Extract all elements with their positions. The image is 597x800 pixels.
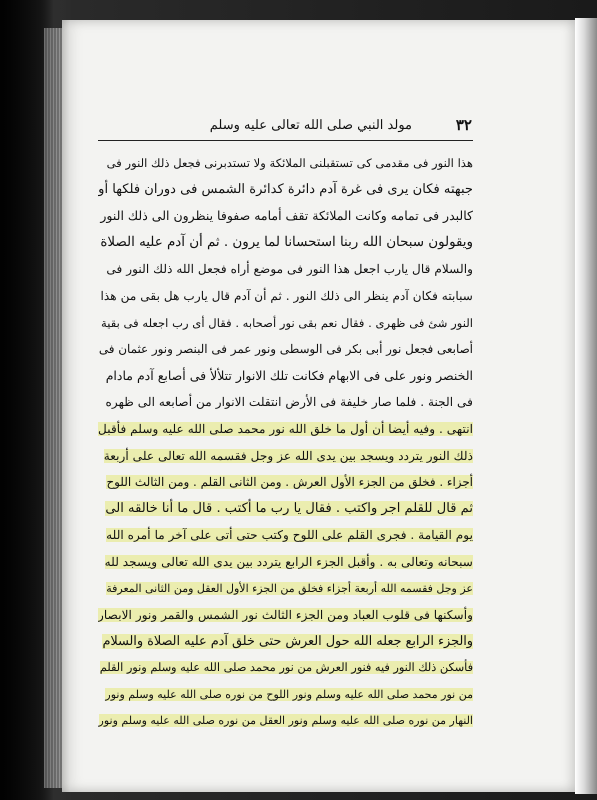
text-line bbox=[98, 363, 473, 390]
text-line-content: وأسكنها فى قلوب العباد ومن الجزء الثالث نور الشمس والقمر ونور الابصار bbox=[98, 608, 473, 623]
text-line-content: فأسكن ذلك النور فيه فنور العرش من نور محمد صلى الله عليه وسلم ونور القلم bbox=[99, 661, 473, 675]
text-line-content: ذلك النور يتردد ويسجد بين يدى الله عز وجل فقسمه الله تعالى على أربعة bbox=[103, 448, 473, 463]
text-line bbox=[98, 708, 473, 735]
text-line bbox=[98, 150, 473, 177]
text-line-content: والسلام قال يارب اجعل هذا النور فى موضع أراه فجعل الله ذلك النور فى bbox=[106, 262, 473, 277]
text-line bbox=[98, 629, 473, 656]
text-line-content: سبحانه وتعالى به . وأقبل الجزء الرابع يتردد بين يدى الله تعالى ويسجد لله bbox=[104, 554, 473, 569]
text-line-content: والجزء الرابع جعله الله حول العرش حتى خلق آدم عليه الصلاة والسلام bbox=[102, 633, 473, 649]
header-rule bbox=[98, 140, 473, 141]
text-line bbox=[98, 655, 473, 682]
page-header bbox=[209, 116, 472, 140]
text-line-content: الخنصر ونور على فى الابهام فكانت تلك الانوار تتلألأ فى أصابع آدم مادام bbox=[105, 367, 473, 383]
text-line bbox=[98, 389, 473, 416]
text-line-content: كالبدر فى تمامه وكانت الملائكة تقف أمامه صفوفا ينظرون الى ذلك النور bbox=[100, 208, 473, 224]
scan-shadow-left bbox=[0, 0, 70, 800]
text-line-content: ثم قال للقلم اجر واكتب . فقال يا رب ما أكتب . قال ما أنا خالقه الى bbox=[105, 500, 473, 516]
text-line-content: انتهى . وفيه أيضا أن أول ما خلق الله نور محمد صلى الله عليه وسلم فأقبل bbox=[98, 421, 473, 436]
text-line-content: ويقولون سبحان الله ربنا استحسانا لما يرون . ثم أن آدم عليه الصلاة bbox=[100, 234, 473, 250]
text-line bbox=[98, 443, 473, 470]
text-line-content: النور شئ فى ظهرى . فقال نعم بقى نور أصحابه . فقال أى رب اجعله فى بقية bbox=[100, 315, 473, 330]
text-line bbox=[98, 522, 473, 549]
text-line bbox=[98, 496, 473, 523]
text-line bbox=[98, 230, 473, 257]
page-number: ٣٢ bbox=[455, 116, 472, 134]
running-title: مولد النبي صلى الله تعالى عليه وسلم bbox=[209, 118, 412, 133]
text-line bbox=[98, 602, 473, 629]
text-line bbox=[98, 469, 473, 496]
text-line bbox=[98, 336, 473, 363]
text-line bbox=[98, 283, 473, 310]
text-line-content: من نور محمد صلى الله عليه وسلم ونور اللوح من نوره صلى الله عليه وسلم ونور bbox=[105, 687, 473, 701]
text-line-content: أصابعى فجعل نور أبى بكر فى الوسطى ونور عمر فى البنصر ونور عثمان فى bbox=[98, 342, 473, 357]
text-line bbox=[98, 256, 473, 283]
text-line bbox=[98, 682, 473, 709]
text-line-content: عز وجل فقسمه الله أربعة أجزاء فخلق من الجزء الأول العقل ومن الثانى المعرفة bbox=[106, 581, 473, 595]
text-line bbox=[98, 203, 473, 230]
text-line bbox=[98, 416, 473, 443]
text-line-content: هذا النور فى مقدمى كى تستقبلنى الملائكة ولا تستدبرنى فجعل ذلك النور فى bbox=[106, 156, 473, 170]
text-line bbox=[98, 549, 473, 576]
text-line bbox=[98, 576, 473, 603]
text-line-content: فى الجنة . فلما صار خليفة فى الأرض انتقلت الانوار من أصابعه الى ظهره bbox=[105, 395, 473, 410]
text-line bbox=[98, 177, 473, 204]
text-line-content: جبهته فكان يرى فى غرة آدم دائرة كدائرة الشمس فى دوران فلكها أو bbox=[98, 181, 473, 197]
text-line bbox=[98, 310, 473, 337]
text-line-content: يوم القيامة . فجرى القلم على اللوح وكتب حتى أتى على آخر ما أمره الله bbox=[106, 528, 473, 543]
text-line-content: النهار من نوره صلى الله عليه وسلم ونور العقل من نوره صلى الله عليه وسلم ونور bbox=[98, 714, 473, 728]
page-edge-right bbox=[575, 18, 597, 794]
text-line-content: سبابته فكان آدم ينظر الى ذلك النور . ثم أن آدم قال يارب هل بقى من هذا bbox=[100, 288, 473, 303]
text-line-content: أجزاء . فخلق من الجزء الأول العرش . ومن الثانى القلم . ومن الثالث اللوح bbox=[106, 475, 473, 490]
body-text bbox=[98, 150, 473, 735]
